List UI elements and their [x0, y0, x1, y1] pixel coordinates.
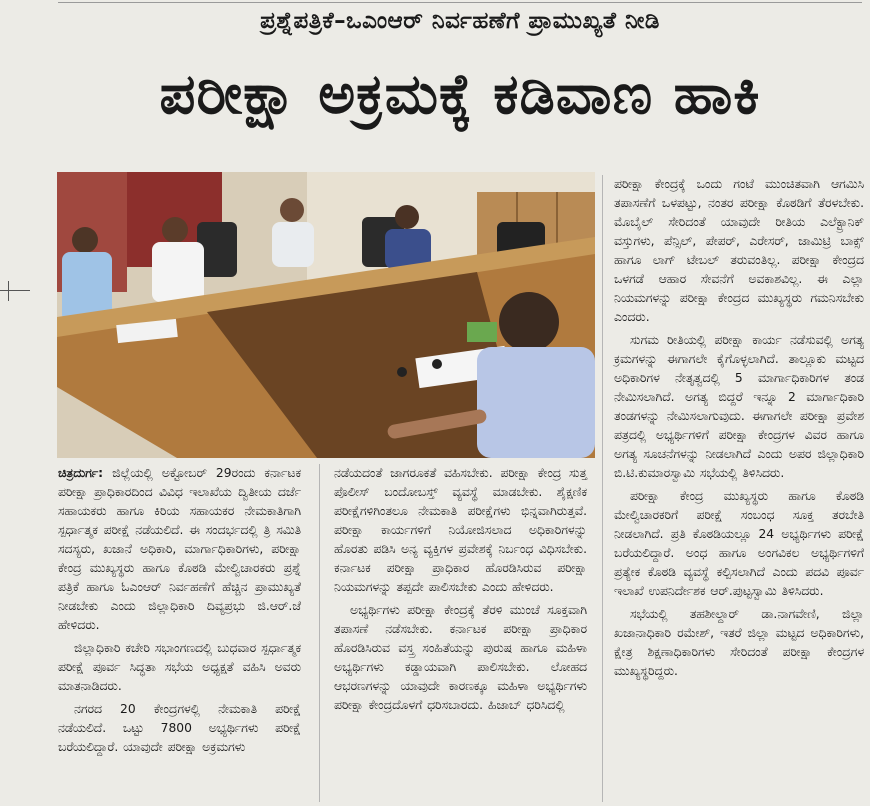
- paragraph: ಸುಗಮ ರೀತಿಯಲ್ಲಿ ಪರೀಕ್ಷಾ ಕಾರ್ಯ ನಡೆಸುವಲ್ಲಿ ಅಗತ್ಯ ಕ್ರಮಗಳನ್ನು ಈಗಾಗಲೇ ಕೈಗೊಳ್ಳಲಾಗಿದೆ. ತಾಲ್ಲೂಕು ಮಟ್ಟದ ಅಧಿಕಾರಿಗಳ ನೇತೃತ್ವದಲ್ಲಿ 5 ಮಾರ್ಗಾಧಿಕಾರಿಗಳ ತಂಡ ನೇಮಿಸಲಾಗಿದೆ. ಅಗತ್ಯ ಬಿದ್ದರೆ ಇನ್ನೂ 2 ಮಾರ್ಗಾಧಿಕಾರಿ ತಂಡಗಳನ್ನು ನೇಮಿಸಲಾಗುವುದು. ಈಗಾಗಲೇ ಪರೀಕ್ಷಾ ಪ್ರವೇಶ ಪತ್ರದಲ್ಲಿ ಅಭ್ಯರ್ಥಿಗಳಿಗೆ ಪರೀಕ್ಷಾ ಕೇಂದ್ರಗಳ ವಿವರ ಹಾಗೂ ಅಗತ್ಯ ಸೂಚನೆಗಳನ್ನು ನೀಡಲಾಗಿದೆ ಎಂದು ಅಪರ ಜಿಲ್ಲಾಧಿಕಾರಿ ಬಿ.ಟಿ.ಕುಮಾರಸ್ವಾಮಿ ಸಭೆಯಲ್ಲಿ ತಿಳಿಸಿದರು.: [614, 333, 864, 480]
- paragraph: ಸಭೆಯಲ್ಲಿ ತಹಶೀಲ್ದಾರ್ ಡಾ.ನಾಗವೇಣಿ, ಜಿಲ್ಲಾ ಖಜಾನಾಧಿಕಾರಿ ರಮೇಶ್, ಇತರೆ ಜಿಲ್ಲಾ ಮಟ್ಟದ ಅಧಿಕಾರಿಗಳು, ಕ್ಷೇತ್ರ ಶಿಕ್ಷಣಾಧಿಕಾರಿಗಳು ಸೇರಿದಂತೆ ಪರೀಕ್ಷಾ ಕೇಂದ್ರಗಳ ಮುಖ್ಯಸ್ಥರಿದ್ದರು.: [614, 607, 864, 678]
- paragraph: ಪರೀಕ್ಷಾ ಕೇಂದ್ರಕ್ಕೆ ಒಂದು ಗಂಟೆ ಮುಂಚಿತವಾಗಿ ಆಗಮಿಸಿ ತಪಾಸಣೆಗೆ ಒಳಪಟ್ಟು, ನಂತರ ಪರೀಕ್ಷಾ ಕೊಠಡಿಗೆ ತೆರಳಬೇಕು. ಮೊಬೈಲ್ ಸೇರಿದಂತೆ ಯಾವುದೇ ರೀತಿಯ ಎಲೆಕ್ಟ್ರಾನಿಕ್ ವಸ್ತುಗಳು, ಪೆನ್ಸಿಲ್, ಪೇಪರ್, ಎರೇಸರ್, ಜಾಮಿಟ್ರಿ ಬಾಕ್ಸ್ ಹಾಗೂ ಲಾಗ್ ಟೇಬಲ್ ತರುವಂತಿಲ್ಲ. ಪರೀಕ್ಷಾ ಕೇಂದ್ರದ ಒಳಗಡೆ ಆಹಾರ ಸೇವನೆಗೆ ಅವಕಾಶವಿಲ್ಲ. ಈ ಎಲ್ಲಾ ನಿಯಮಗಳನ್ನು ಪರೀಕ್ಷಾ ಕೇಂದ್ರದ ಮುಖ್ಯಸ್ಥರು ಗಮನಿಸಬೇಕು ಎಂದರು.: [614, 177, 864, 324]
- paragraph: [58, 464, 301, 635]
- paragraph: ಅಭ್ಯರ್ಥಿಗಳು ಪರೀಕ್ಷಾ ಕೇಂದ್ರಕ್ಕೆ ತೆರಳಿ ಮುಂಚೆ ಸೂಕ್ತವಾಗಿ ತಪಾಸಣೆ ನಡೆಸಬೇಕು. ಕರ್ನಾಟಕ ಪರೀಕ್ಷಾ ಪ್ರಾಧಿಕಾರ ಹೊರಡಿಸಿರುವ ವಸ್ತ್ರ ಸಂಹಿತೆಯನ್ನು ಪುರುಷ ಹಾಗೂ ಮಹಿಳಾ ಅಭ್ಯರ್ಥಿಗಳು ಕಡ್ಡಾಯವಾಗಿ ಪಾಲಿಸಬೇಕು. ಲೋಹದ ಆಭರಣಗಳನ್ನು ಯಾವುದೇ ಕಾರಣಕ್ಕೂ ಮಹಿಳಾ ಅಭ್ಯರ್ಥಿಗಳು ಪರೀಕ್ಷಾ ಕೇಂದ್ರದೊಳಗೆ ಧರಿಸಬಾರದು. ಹಿಜಾಬ್ ಧರಿಸಿದಲ್ಲಿ: [334, 603, 587, 712]
- crop-mark: [0, 281, 30, 301]
- main-headline: ಪರೀಕ್ಷಾ ಅಕ್ರಮಕ್ಕೆ ಕಡಿವಾಣ ಹಾಕಿ: [159, 62, 761, 127]
- paragraph: ಜಿಲ್ಲಾಧಿಕಾರಿ ಕಚೇರಿ ಸಭಾಂಗಣದಲ್ಲಿ ಬುಧವಾರ ಸ್ಪರ್ಧಾತ್ಮಕ ಪರೀಕ್ಷೆ ಪೂರ್ವ ಸಿದ್ಧತಾ ಸಭೆಯ ಅಧ್ಯಕ್ಷತೆ ವಹಿಸಿ ಅವರು ಮಾತನಾಡಿದರು.: [58, 641, 301, 693]
- paragraph: ನಗರದ 20 ಕೇಂದ್ರಗಳಲ್ಲಿ ನೇಮಕಾತಿ ಪರೀಕ್ಷೆ ನಡೆಯಲಿದೆ. ಒಟ್ಟು 7800 ಅಭ್ಯರ್ಥಿಗಳು ಪರೀಕ್ಷೆ ಬರೆಯಲಿದ್ದಾರೆ. ಯಾವುದೇ ಪರೀಕ್ಷಾ ಅಕ್ರಮಗಳು: [58, 702, 301, 754]
- article-column-3: [614, 175, 864, 685]
- paragraph: ಪರೀಕ್ಷಾ ಕೇಂದ್ರ ಮುಖ್ಯಸ್ಥರು ಹಾಗೂ ಕೊಠಡಿ ಮೇಲ್ವಿಚಾರಕರಿಗೆ ಪರೀಕ್ಷೆ ಸಂಬಂಧ ಸೂಕ್ತ ತರಬೇತಿ ನೀಡಲಾಗಿದೆ. ಪ್ರತಿ ಕೊಠಡಿಯಲ್ಲೂ 24 ಅಭ್ಯರ್ಥಿಗಳು ಪರೀಕ್ಷೆ ಬರೆಯಲಿದ್ದಾರೆ. ಅಂಧ ಹಾಗೂ ಅಂಗವಿಕಲ ಅಭ್ಯರ್ಥಿಗಳಿಗೆ ಪ್ರತ್ಯೇಕ ಕೊಠಡಿ ವ್ಯವಸ್ಥೆ ಕಲ್ಪಿಸಲಾಗಿದೆ ಎಂದು ಪದವಿ ಪೂರ್ವ ಇಲಾಖೆ ಉಪನಿರ್ದೇಶಕ ಆರ್.ಪುಟ್ಟಸ್ವಾಮಿ ತಿಳಿಸಿದರು.: [614, 489, 864, 598]
- article-column-2: [334, 464, 587, 719]
- top-rule: [58, 2, 862, 3]
- paragraph-text: ಜಿಲ್ಲೆಯಲ್ಲಿ ಅಕ್ಟೋಬರ್ 29ರಂದು ಕರ್ನಾಟಕ ಪರೀಕ್ಷಾ ಪ್ರಾಧಿಕಾರದಿಂದ ವಿವಿಧ ಇಲಾಖೆಯ ದ್ವಿತೀಯ ದರ್ಜೆ ಸಹಾಯಕರು ಹಾಗೂ ಕಿರಿಯ ಸಹಾಯಕರ ನೇಮಕಾತಿಗಾಗಿ ಸ್ಪರ್ಧಾತ್ಮಕ ಪರೀಕ್ಷೆ ನಡೆಯಲಿದೆ. ಈ ಸಂದರ್ಭದಲ್ಲಿ ತ್ರಿ ಸಮಿತಿ ಸದಸ್ಯರು, ಖಜಾನೆ ಅಧಿಕಾರಿ, ಮಾರ್ಗಾಧಿಕಾರಿಗಳು, ಪರೀಕ್ಷಾ ಕೇಂದ್ರ ಮುಖ್ಯಸ್ಥರು ಹಾಗೂ ಕೊಠಡಿ ಮೇಲ್ವಿಚಾರಕರು ಪ್ರಶ್ನೆ ಪತ್ರಿಕೆ ಹಾಗೂ ಓಎಂಆರ್ ನಿರ್ವಹಣೆಗೆ ಹೆಚ್ಚಿನ ಪ್ರಾಮುಖ್ಯತೆ ನೀಡಬೇಕು ಎಂದು ಜಿಲ್ಲಾಧಿಕಾರಿ ದಿವ್ಯಪ್ರಭು ಜಿ.ಆರ್.ಜೆ ಹೇಳಿದರು.: [58, 466, 301, 632]
- kicker-headline: ಪ್ರಶ್ನೆಪತ್ರಿಕೆ–ಒಎಂಆರ್ ನಿರ್ವಹಣೆಗೆ ಪ್ರಾಮುಖ್ಯತೆ ನೀಡಿ: [260, 8, 660, 34]
- paragraph: ನಡೆಯದಂತೆ ಜಾಗರೂಕತೆ ವಹಿಸಬೇಕು. ಪರೀಕ್ಷಾ ಕೇಂದ್ರ ಸುತ್ತ ಪೊಲೀಸ್ ಬಂದೋಬಸ್ತ್ ವ್ಯವಸ್ಥೆ ಮಾಡಬೇಕು. ಶೈಕ್ಷಣಿಕ ಪರೀಕ್ಷೆಗಳಿಗಿಂತಲೂ ನೇಮಕಾತಿ ಪರೀಕ್ಷೆಗಳು ಭಿನ್ನವಾಗಿರುತ್ತವೆ. ಪರೀಕ್ಷಾ ಕಾರ್ಯಗಳಿಗೆ ನಿಯೋಜಿಸಲಾದ ಅಧಿಕಾರಿಗಳನ್ನು ಹೊರತು ಪಡಿಸಿ ಅನ್ಯ ವ್ಯಕ್ತಿಗಳ ಪ್ರವೇಶಕ್ಕೆ ನಿರ್ಬಂಧ ವಿಧಿಸಬೇಕು. ಕರ್ನಾಟಕ ಪರೀಕ್ಷಾ ಪ್ರಾಧಿಕಾರ ಹೊರಡಿಸಿರುವ ಪರೀಕ್ಷಾ ನಿಯಮಗಳನ್ನು ತಪ್ಪದೇ ಪಾಲಿಸಬೇಕು ಎಂದು ಹೇಳಿದರು.: [334, 466, 587, 594]
- meeting-photo: [57, 172, 595, 458]
- column-divider: [602, 175, 603, 802]
- article-column-1: [58, 464, 301, 761]
- column-divider: [319, 464, 320, 802]
- dateline: ಚಿತ್ರದುರ್ಗ:: [58, 466, 104, 480]
